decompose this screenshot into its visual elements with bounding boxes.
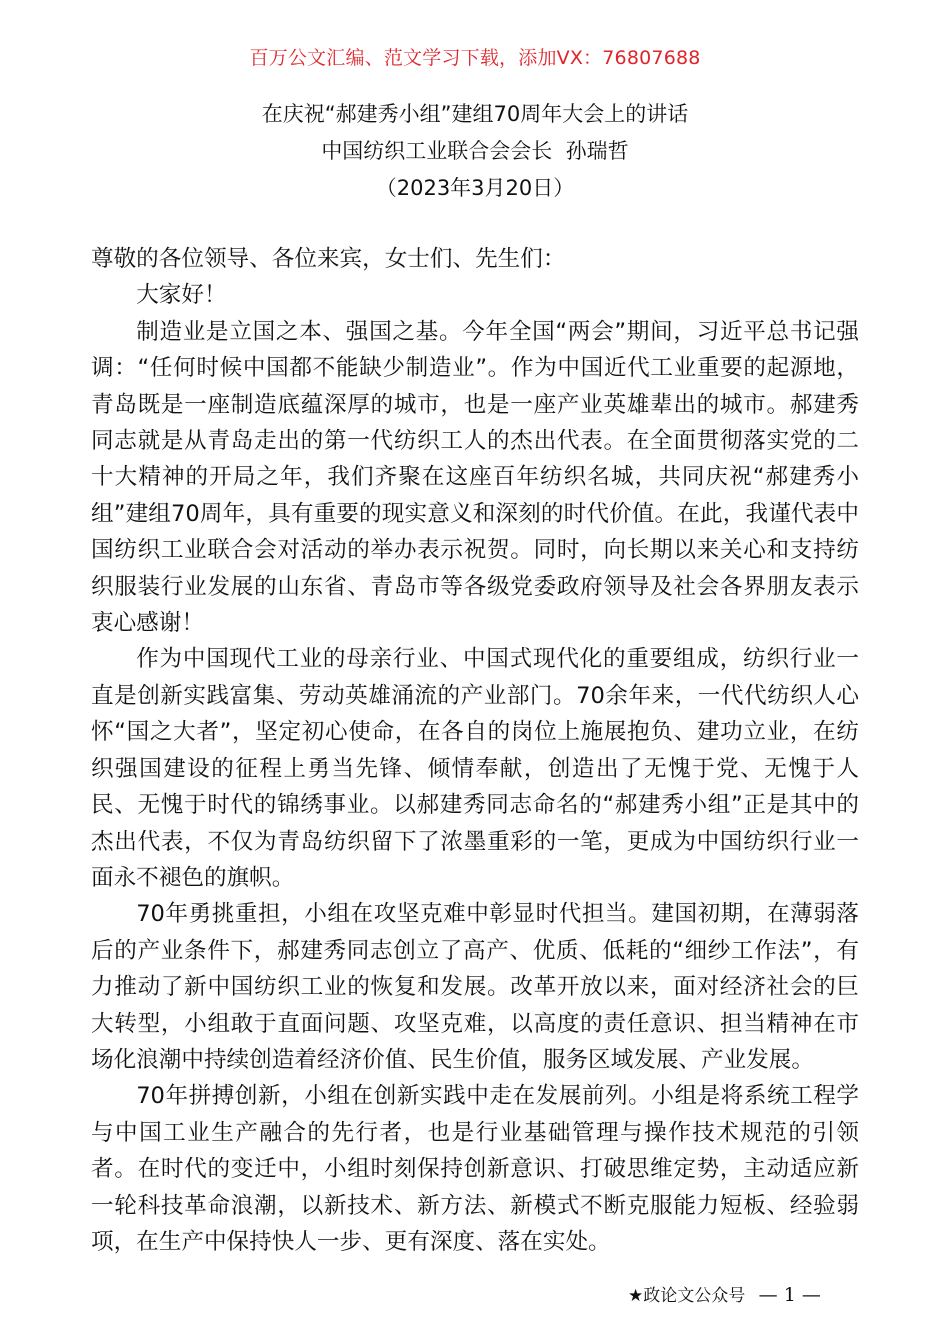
paragraph: 70年勇挑重担，小组在攻坚克难中彰显时代担当。建国初期，在薄弱落后的产业条件下，郝建秀同志创立了高产、优质、低耗的“细纱工作法”，有力推动了新中国纺织工业的恢复和发展。改革开放以来，面对经济社会的巨大转型，小组敢于直面问题、攻坚克难，以高度的责任意识、担当精神在市场化浪潮中持续创造着经济价值、民生价值，服务区域发展、产业发展。 (91, 901, 859, 1073)
paragraph: 作为中国现代工业的母亲行业、中国式现代化的重要组成，纺织行业一直是创新实践富集、劳动英雄涌流的产业部门。70余年来，一代代纺织人心怀“国之大者”，坚定初心使命，在各自的岗位上施展抱负、建功立业，在纺织强国建设的征程上勇当先锋、倾情奉献，创造出了无愧于党、无愧于人民、无愧于时代的锦绣事业。以郝建秀同志命名的“郝建秀小组”正是其中的杰出代表，不仅为青岛纺织留下了浓墨重彩的一笔，更成为中国纺织行业一面永不褪色的旗帜。 (91, 646, 859, 891)
document-title: 在庆祝“郝建秀小组”建组70周年大会上的讲话 (261, 102, 689, 126)
footer-source: ★政论文公众号 (628, 1286, 746, 1306)
page-footer (628, 1282, 821, 1309)
speech-date: （2023年3月20日） (375, 176, 575, 200)
document-header (0, 96, 950, 207)
paragraph: 70年拼搏创新，小组在创新实践中走在发展前列。小组是将系统工程学与中国工业生产融合的先行者，也是行业基础管理与操作技术规范的引领者。在时代的变迁中，小组时刻保持创新意识、打破思维定势，主动适应新一轮科技革命浪潮，以新技术、新方法、新模式不断克服能力短板、经验弱项，在生产中保持快人一步、更有深度、落在实处。 (91, 1083, 859, 1255)
watermark-banner: 百万公文汇编、范文学习下载，添加VX：76807688 (249, 47, 701, 69)
salutation: 尊敬的各位领导、各位来宾，女士们、先生们： (91, 246, 566, 272)
paragraph: 制造业是立国之本、强国之基。今年全国“两会”期间，习近平总书记强调：“任何时候中国都不能缺少制造业”。作为中国近代工业重要的起源地，青岛既是一座制造底蕴深厚的城市，也是一座产业英雄辈出的城市。郝建秀同志就是从青岛走出的第一代纺织工人的杰出代表。在全面贯彻落实党的二十大精神的开局之年，我们齐聚在这座百年纺织名城，共同庆祝“郝建秀小组”建组70周年，具有重要的现实意义和深刻的时代价值。在此，我谨代表中国纺织工业联合会对活动的举办表示祝贺。同时，向长期以来关心和支持纺织服装行业发展的山东省、青岛市等各级党委政府领导及社会各界朋友表示衷心感谢！ (91, 318, 859, 637)
page-number: — 1 — (758, 1284, 821, 1306)
document-body (91, 241, 859, 1260)
greeting: 大家好！ (136, 282, 227, 309)
speaker-line: 中国纺织工业联合会会长 孙瑞哲 (321, 139, 629, 163)
